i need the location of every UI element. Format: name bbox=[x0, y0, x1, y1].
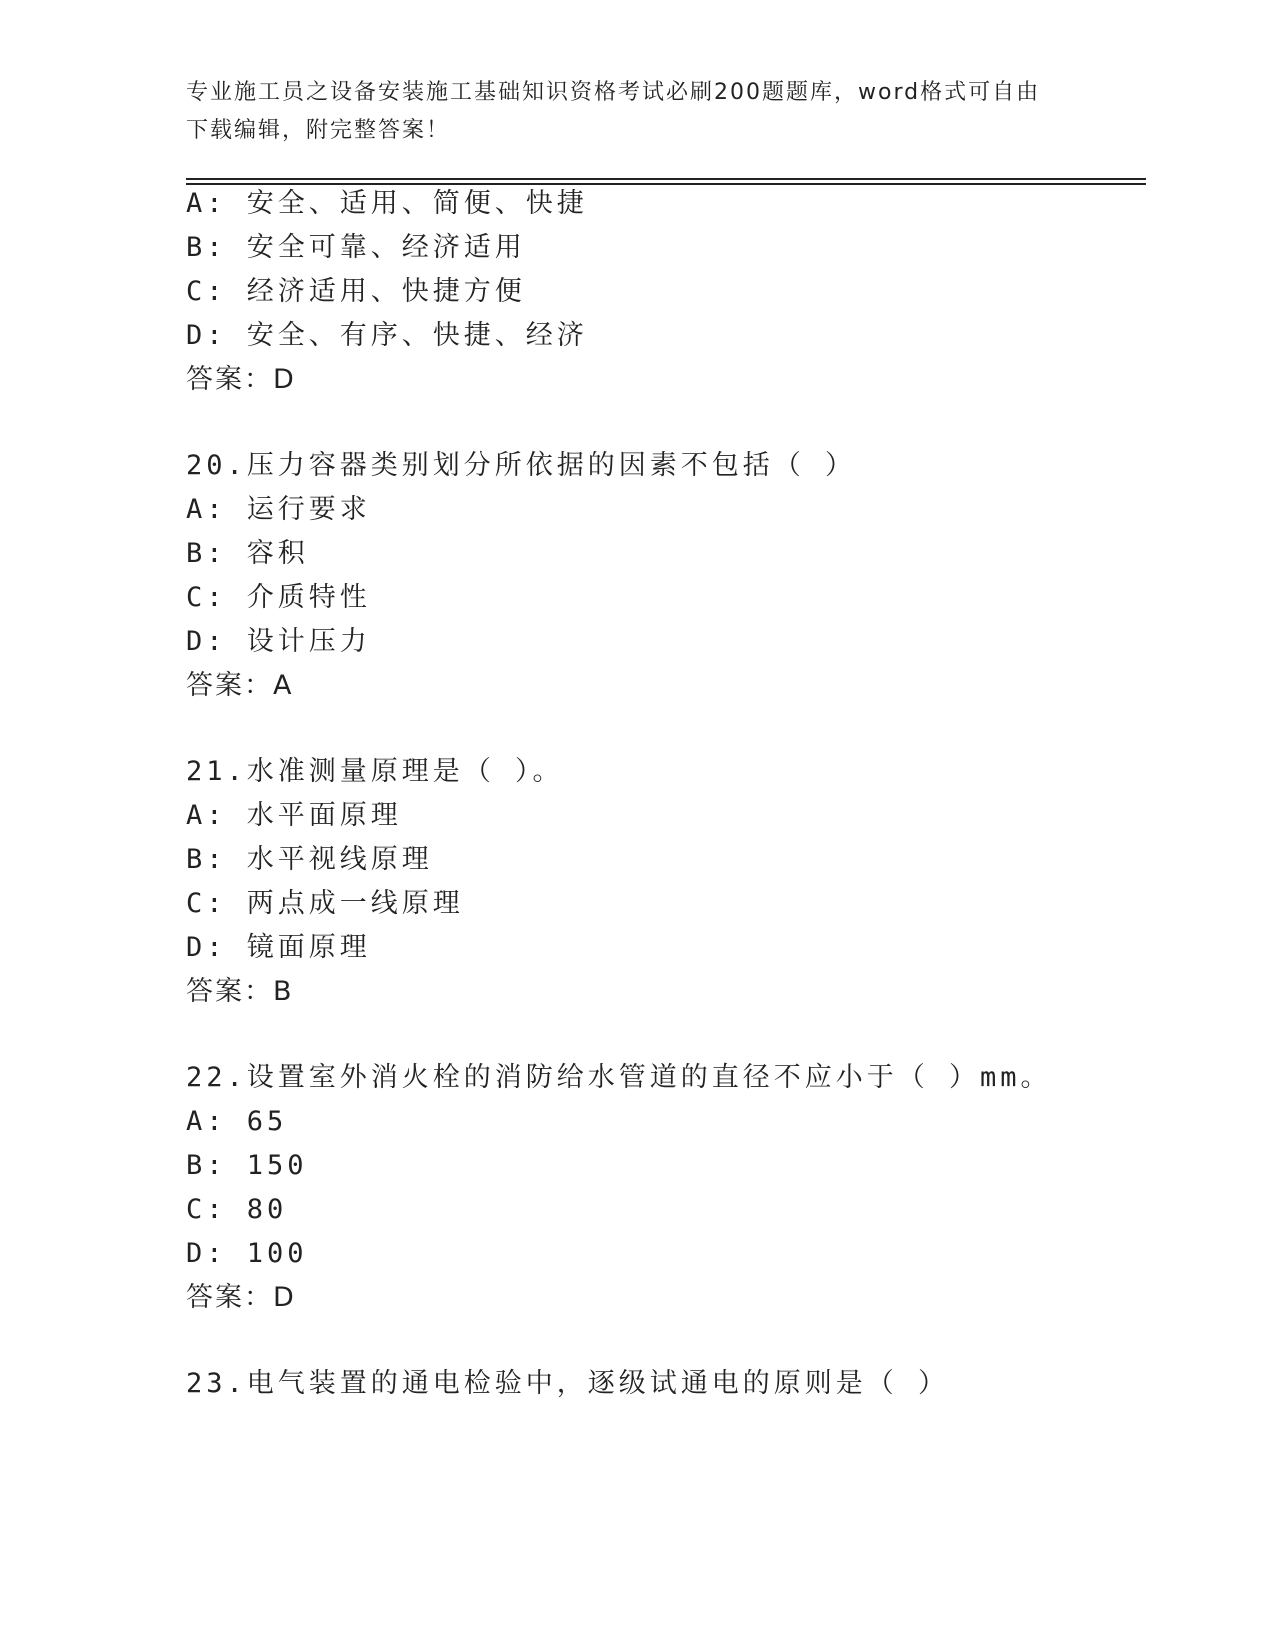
q19-option-d: D: 安全、有序、快捷、经济 bbox=[186, 320, 588, 351]
q21-answer: 答案：B bbox=[186, 976, 294, 1007]
q22-option-d: D: 100 bbox=[186, 1238, 308, 1269]
q21-option-d: D: 镜面原理 bbox=[186, 932, 371, 963]
q20-answer: 答案：A bbox=[186, 670, 294, 701]
q20-option-d: D: 设计压力 bbox=[186, 626, 371, 657]
q20-option-a: A: 运行要求 bbox=[186, 494, 371, 525]
q19-option-b: B: 安全可靠、经济适用 bbox=[186, 232, 526, 263]
header-title-line-1: 专业施工员之设备安装施工基础知识资格考试必刷200题题库，word格式可自由 bbox=[186, 80, 1041, 105]
q22-option-a: A: 65 bbox=[186, 1106, 288, 1137]
q21-option-c: C: 两点成一线原理 bbox=[186, 888, 464, 919]
header-divider-bottom bbox=[186, 183, 1146, 185]
q21-option-a: A: 水平面原理 bbox=[186, 800, 402, 831]
q19-option-a: A: 安全、适用、简便、快捷 bbox=[186, 188, 588, 219]
q20-option-b: B: 容积 bbox=[186, 538, 309, 569]
q19-answer: 答案：D bbox=[186, 364, 296, 395]
q21-stem: 21.水准测量原理是（ ）。 bbox=[186, 756, 564, 787]
q23-stem: 23.电气装置的通电检验中，逐级试通电的原则是（ ） bbox=[186, 1368, 950, 1399]
header-divider-top bbox=[186, 178, 1146, 180]
header-title-line-2: 下载编辑，附完整答案！ bbox=[186, 118, 451, 143]
q20-stem: 20.压力容器类别划分所依据的因素不包括（ ） bbox=[186, 450, 857, 481]
q21-option-b: B: 水平视线原理 bbox=[186, 844, 433, 875]
document-header bbox=[186, 74, 1086, 150]
q22-option-c: C: 80 bbox=[186, 1194, 288, 1225]
q19-option-c: C: 经济适用、快捷方便 bbox=[186, 276, 526, 307]
q22-answer: 答案：D bbox=[186, 1282, 296, 1313]
q22-stem: 22.设置室外消火栓的消防给水管道的直径不应小于（ ）mm。 bbox=[186, 1062, 1052, 1093]
q20-option-c: C: 介质特性 bbox=[186, 582, 371, 613]
q22-option-b: B: 150 bbox=[186, 1150, 308, 1181]
